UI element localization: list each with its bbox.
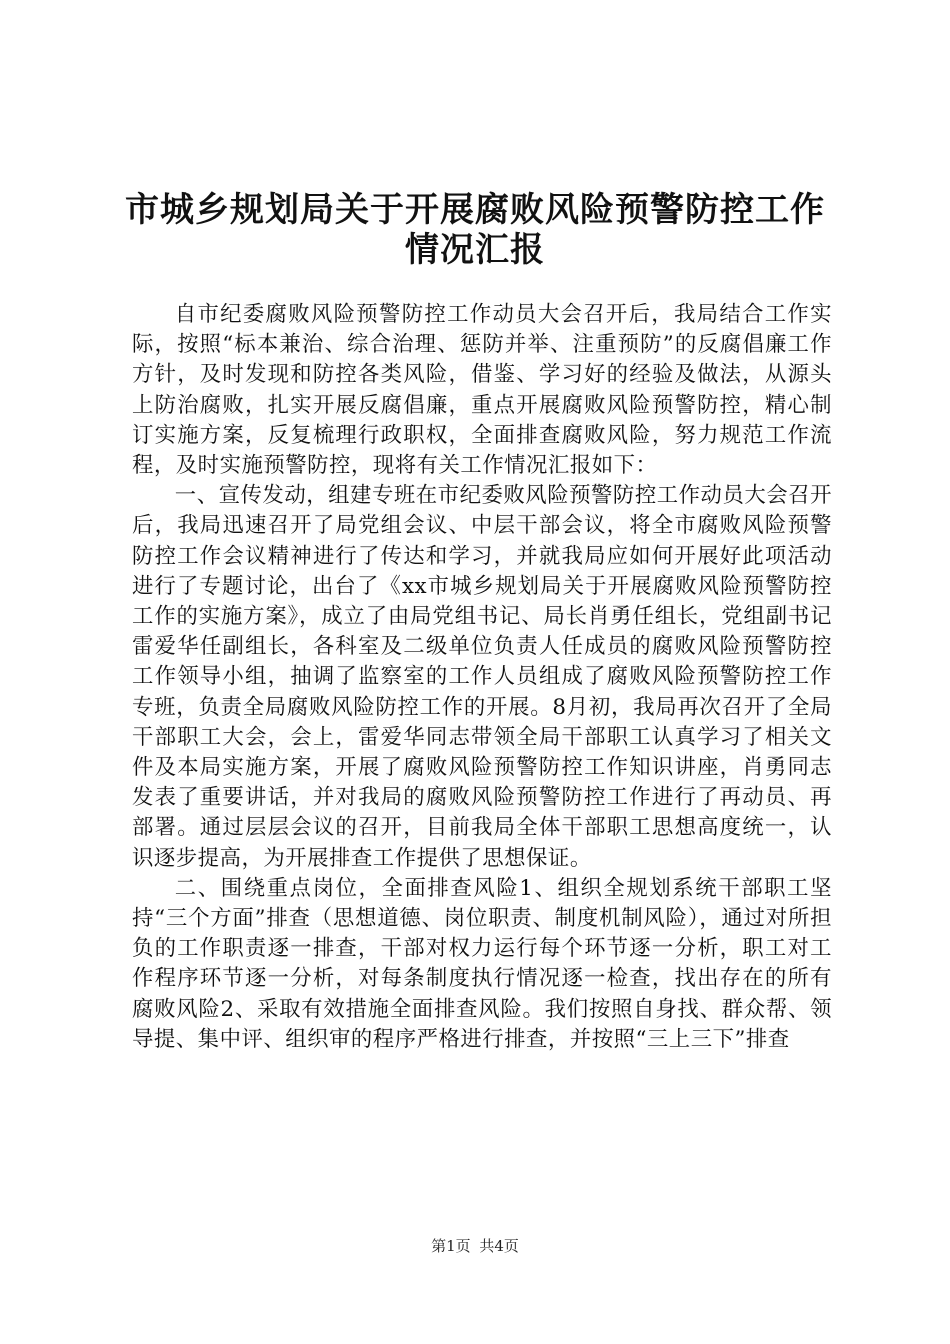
document-title-line-1: 市城乡规划局关于开展腐败风险预警防控工作	[125, 190, 825, 230]
page-total: 共4页	[479, 1237, 519, 1255]
document-body	[132, 300, 832, 1055]
paragraph-section-2: 二、围绕重点岗位，全面排查风险1、组织全规划系统干部职工坚持“三个方面”排查（思想道德、岗位职责、制度机制风险），通过对所担负的工作职责逐一排查，干部对权力运行每个环节逐一分析，职工对工作程序环节逐一分析，对每条制度执行情况逐一检查，找出存在的所有腐败风险2、采取有效措施全面排查风险。我们按照自身找、群众帮、领导提、集中评、组织审的程序严格进行排查，并按照“三上三下”排查	[132, 875, 832, 1052]
document-title-line-2: 情况汇报	[405, 230, 545, 270]
page-footer	[0, 1236, 950, 1256]
page-number: 第1页	[431, 1237, 471, 1255]
paragraph-intro: 自市纪委腐败风险预警防控工作动员大会召开后，我局结合工作实际，按照“标本兼治、综合治理、惩防并举、注重预防”的反腐倡廉工作方针，及时发现和防控各类风险，借鉴、学习好的经验及做法，从源头上防治腐败，扎实开展反腐倡廉，重点开展腐败风险预警防控，精心制订实施方案，反复梳理行政职权，全面排查腐败风险，努力规范工作流程，及时实施预警防控，现将有关工作情况汇报如下：	[132, 302, 832, 479]
paragraph-section-1: 一、宣传发动，组建专班在市纪委败风险预警防控工作动员大会召开后，我局迅速召开了局党组会议、中层干部会议，将全市腐败风险预警防控工作会议精神进行了传达和学习，并就我局应如何开展好此项活动进行了专题讨论，出台了《xx市城乡规划局关于开展腐败风险预警防控工作的实施方案》，成立了由局党组书记、局长肖勇任组长，党组副书记雷爱华任副组长，各科室及二级单位负责人任成员的腐败风险预警防控工作领导小组，抽调了监察室的工作人员组成了腐败风险预警防控工作专班，负责全局腐败风险防控工作的开展。8月初，我局再次召开了全局干部职工大会，会上，雷爱华同志带领全局干部职工认真学习了相关文件及本局实施方案，开展了腐败风险预警防控工作知识讲座，肖勇同志发表了重要讲话，并对我局的腐败风险预警防控工作进行了再动员、再部署。通过层层会议的召开，目前我局全体干部职工思想高度统一，认识逐步提高，为开展排查工作提供了思想保证。	[132, 483, 832, 871]
